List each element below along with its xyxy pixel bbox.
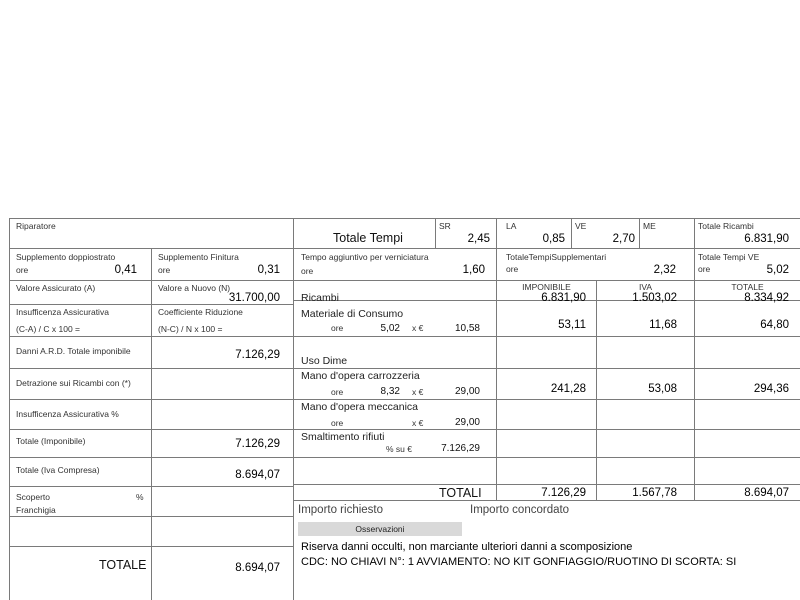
doppiostrato-value: 0,41 [114, 264, 137, 276]
franchigia-label: Franchigia [16, 505, 56, 515]
la-label: LA [506, 221, 517, 231]
totale-iva-value: 8.694,07 [235, 469, 280, 481]
importo-richiesto-label: Importo richiesto [298, 504, 384, 516]
totale-label: TOTALE [99, 558, 147, 572]
totale-value: 8.694,07 [235, 562, 280, 574]
la-value: 0,85 [542, 233, 565, 245]
smaltimento-base: 7.126,29 [441, 443, 480, 454]
carrozzeria-x: x € [412, 387, 424, 397]
valore-nuovo-value: 31.700,00 [228, 292, 280, 304]
totale-tempi-label: Totale Tempi [333, 231, 403, 245]
smaltimento-label: Smaltimento rifiuti [301, 431, 385, 443]
col-imponibile-header: IMPONIBILE [522, 282, 571, 292]
insufficienza-pct-label: Insufficenza Assicurativa % [16, 409, 119, 419]
col-iva-header: IVA [638, 282, 653, 292]
supplementari-value: 2,32 [653, 264, 676, 276]
tempi-ve-label: Totale Tempi VE [698, 252, 760, 262]
scoperto-pct: % [136, 492, 144, 502]
insufficienza-label: Insufficenza Assicurativa [16, 307, 109, 317]
carrozzeria-hours: 8,32 [380, 386, 400, 397]
smaltimento-pct: % su € [386, 444, 412, 454]
consumo-hours: 5,02 [380, 323, 400, 334]
carrozzeria-imponibile: 241,28 [550, 383, 586, 395]
supplemento-doppiostrato-label: Supplemento doppiostrato [16, 252, 116, 262]
sr-label: SR [439, 221, 451, 231]
me-label: ME [643, 221, 656, 231]
meccanica-label: Mano d'opera meccanica [301, 401, 418, 413]
danni-ard-value: 7.126,29 [235, 349, 280, 361]
meccanica-rate: 29,00 [454, 417, 480, 428]
valore-assicurato-label: Valore Assicurato (A) [16, 283, 96, 293]
totali-imponibile: 7.126,29 [541, 487, 586, 499]
riparatore-label: Riparatore [16, 221, 56, 231]
totali-iva: 1.567,78 [632, 487, 677, 499]
ricambi-totale: 8.334,92 [744, 292, 789, 304]
carrozzeria-label: Mano d'opera carrozzeria [301, 370, 420, 382]
carrozzeria-rate: 29,00 [454, 386, 480, 397]
totale-iva-label: Totale (Iva Compresa) [16, 465, 100, 475]
tempi-ve-unit: ore [698, 264, 711, 274]
consumo-label: Materiale di Consumo [301, 308, 404, 320]
meccanica-ore: ore [331, 418, 344, 428]
consumo-rate: 10,58 [454, 323, 480, 334]
col-totale-header: TOTALE [731, 282, 764, 292]
coefficiente-label: Coefficiente Riduzione [158, 307, 243, 317]
tempi-supplementari-label: TotaleTempiSupplementari [506, 252, 607, 262]
consumo-iva: 11,68 [649, 319, 677, 331]
valore-nuovo-label: Valore a Nuovo (N) [158, 283, 231, 293]
ricambi-imponibile: 6.831,90 [541, 292, 586, 304]
osservazioni-line-1: Riserva danni occulti, non marciante ulteriori danni a scomposizione [301, 541, 633, 553]
tempi-ve-value: 5,02 [766, 264, 789, 276]
carrozzeria-ore: ore [331, 387, 344, 397]
importo-concordato-label: Importo concordato [470, 504, 570, 516]
totali-totale: 8.694,07 [744, 487, 789, 499]
osservazioni-line-2: CDC: NO CHIAVI N°: 1 AVVIAMENTO: NO KIT GONFIAGGIO/RUOTINO DI SCORTA: SI [301, 556, 737, 568]
sr-value: 2,45 [467, 233, 490, 245]
verniciatura-unit: ore [301, 266, 314, 276]
totale-imponibile-label: Totale (Imponibile) [16, 436, 86, 446]
uso-dime-label: Uso Dime [301, 355, 348, 367]
ve-value: 2,70 [612, 233, 635, 245]
consumo-imponibile: 53,11 [558, 319, 586, 331]
totali-label: TOTALI [439, 486, 482, 500]
ricambi-label: Ricambi [301, 292, 339, 304]
supplemento-finitura-label: Supplemento Finitura [158, 252, 239, 262]
finitura-value: 0,31 [257, 264, 280, 276]
ve-label: VE [575, 221, 587, 231]
totale-imponibile-value: 7.126,29 [235, 438, 280, 450]
verniciatura-value: 1,60 [462, 264, 485, 276]
supplementari-unit: ore [506, 264, 519, 274]
consumo-ore: ore [331, 323, 344, 333]
consumo-totale: 64,80 [760, 319, 789, 331]
coefficiente-formula: (N-C) / N x 100 = [158, 324, 223, 334]
carrozzeria-iva: 53,08 [648, 383, 677, 395]
totale-ricambi-value: 6.831,90 [744, 233, 789, 245]
tempo-verniciatura-label: Tempo aggiuntivo per verniciatura [301, 252, 429, 262]
scoperto-label: Scoperto [16, 492, 51, 502]
danni-ard-label: Danni A.R.D. Totale imponibile [16, 346, 131, 356]
doppiostrato-unit: ore [16, 265, 29, 275]
carrozzeria-totale: 294,36 [753, 383, 789, 395]
osservazioni-label: Osservazioni [355, 524, 405, 534]
ricambi-iva: 1.503,02 [632, 292, 677, 304]
insufficienza-formula: (C-A) / C x 100 = [16, 324, 81, 334]
meccanica-x: x € [412, 418, 424, 428]
consumo-x: x € [412, 323, 424, 333]
detrazione-label: Detrazione sui Ricambi con (*) [16, 378, 131, 388]
totale-ricambi-label: Totale Ricambi [698, 221, 754, 231]
finitura-unit: ore [158, 265, 171, 275]
osservazioni-header [298, 522, 462, 536]
